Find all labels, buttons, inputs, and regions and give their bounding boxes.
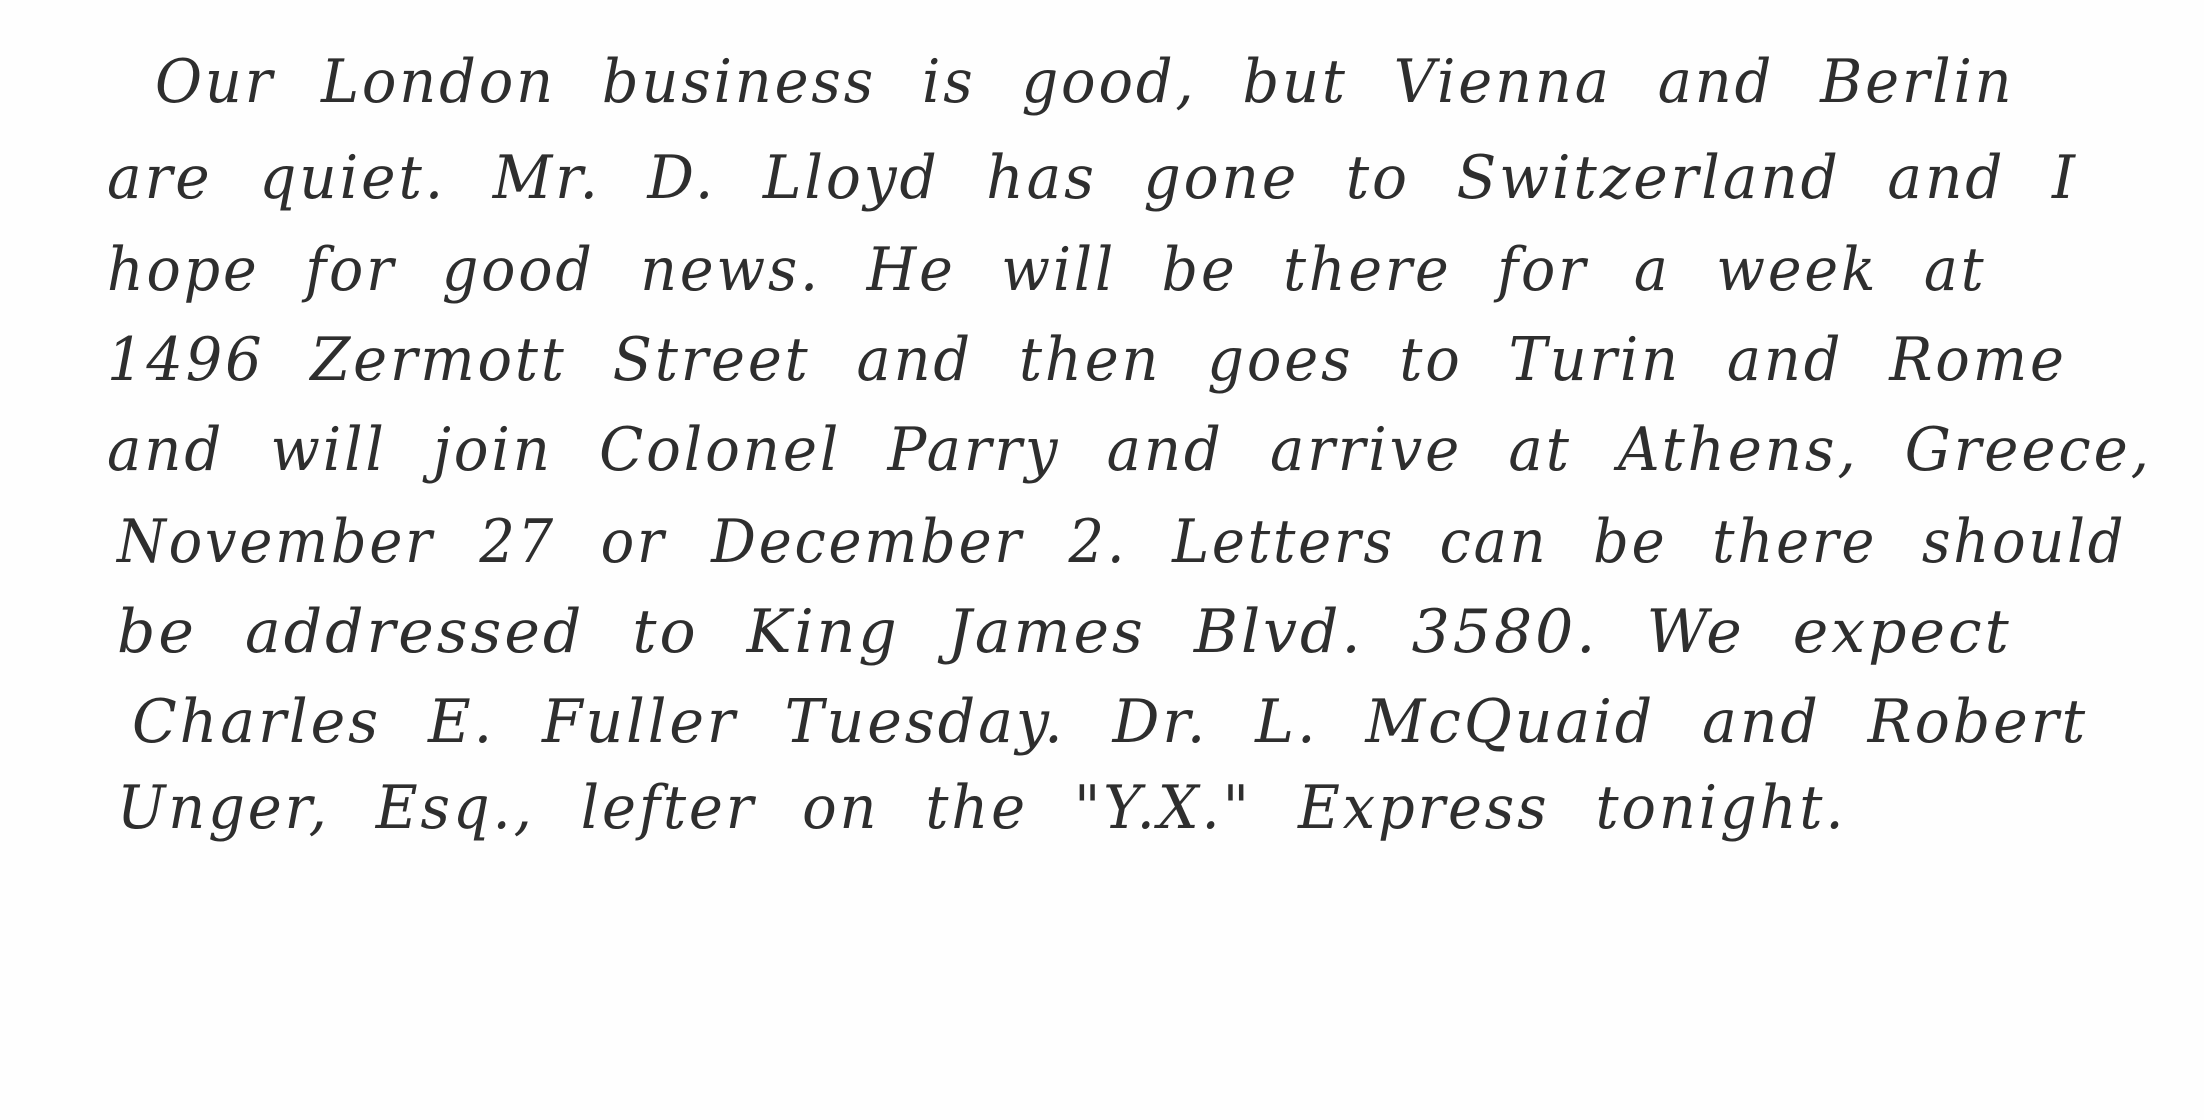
letter-line-5: and will join Colonel Parry and arrive at Athens, Greece, (107, 415, 2152, 485)
letter-line-7: be addressed to King James Blvd. 3580. We expect (117, 597, 2012, 667)
letter-line-2: are quiet. Mr. D. Lloyd has gone to Switzerland and I (107, 143, 2078, 213)
letter-line-6: November 27 or December 2. Letters can be there should (117, 507, 2127, 577)
letter-line-3: hope for good news. He will be there for a week at (107, 235, 1987, 305)
letter-line-4: 1496 Zermott Street and then goes to Turin and Rome (107, 325, 2067, 395)
letter-line-1: Our London business is good, but Vienna and Berlin (155, 47, 2015, 117)
letter-line-9: Unger, Esq., lefter on the "Y.X." Express tonight. (117, 773, 1847, 843)
letter-line-8: Charles E. Fuller Tuesday. Dr. L. McQuaid and Robert (132, 687, 2089, 757)
